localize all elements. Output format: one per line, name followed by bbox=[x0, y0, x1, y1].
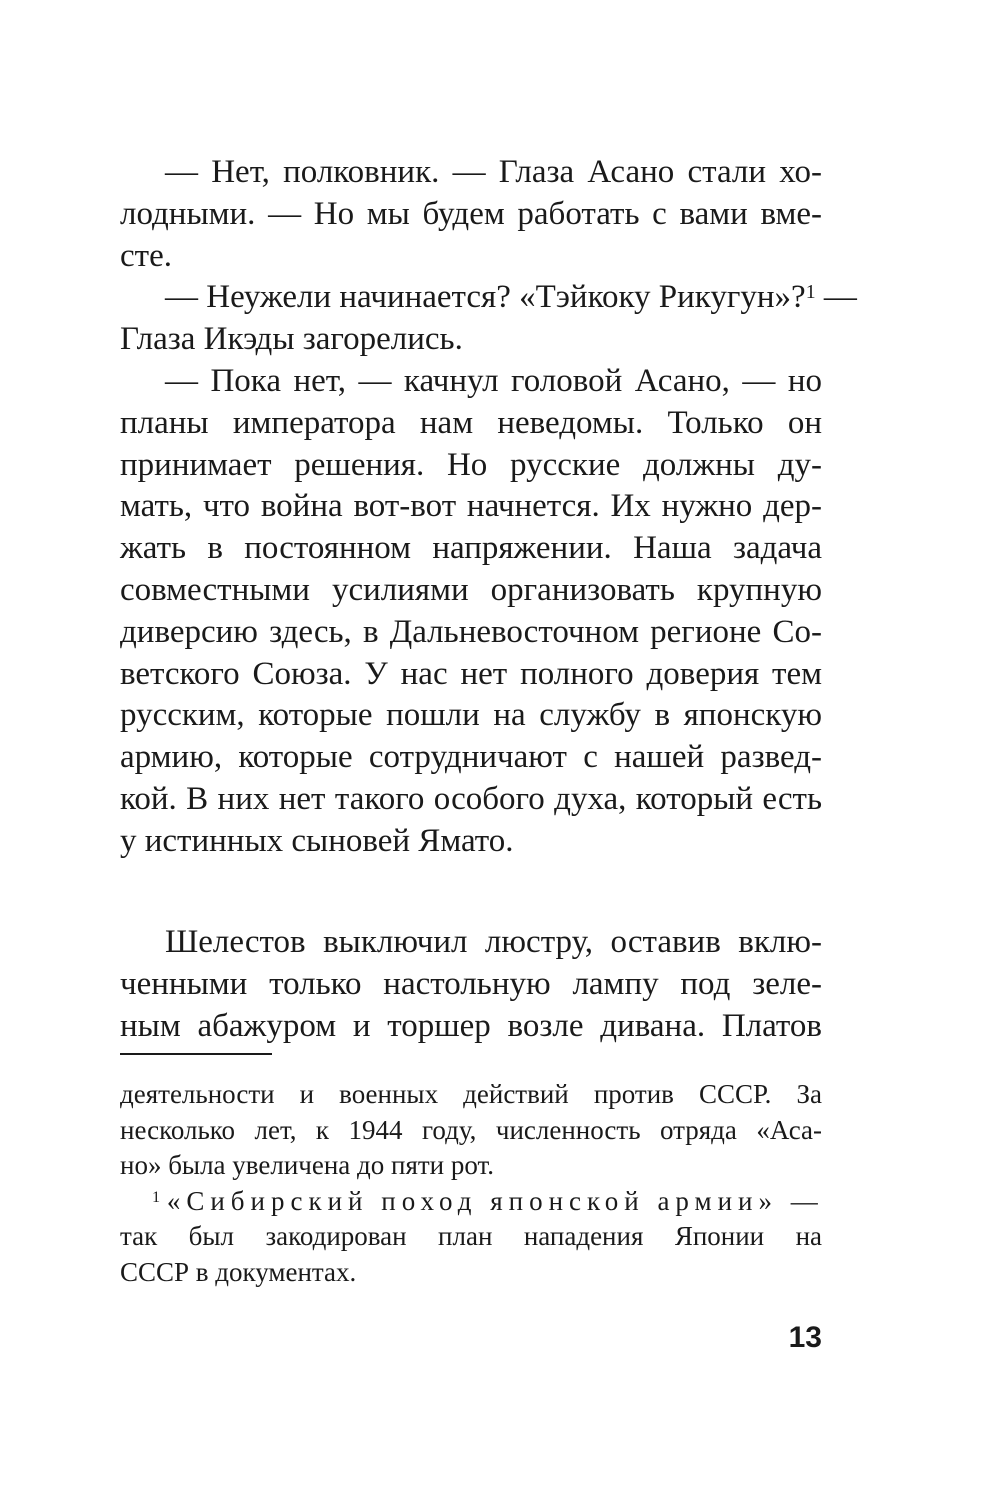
footnote-title: «Сибирский поход японской армии» — bbox=[166, 1185, 824, 1216]
text-line: принимает решения. Но русские должны ду- bbox=[120, 446, 822, 483]
footnote-line bbox=[120, 1184, 822, 1220]
text-fragment: — Неужели начинается? «Тэйкоку Рикугун»? bbox=[165, 279, 806, 316]
text-line-with-footnote-ref bbox=[120, 277, 857, 319]
text-line: сте. bbox=[120, 237, 172, 274]
text-line: — Нет, полковник. — Глаза Асано стали хо- bbox=[165, 154, 822, 190]
footnote-line: несколько лет, к 1944 году, численность отряда «Аса- bbox=[120, 1114, 822, 1145]
page-number: 13 bbox=[788, 1321, 822, 1354]
text-line: жать в постоянном напряжении. Наша задача bbox=[120, 530, 822, 567]
text-line: русским, которые пошли на службу в японскую bbox=[120, 697, 822, 734]
text-line: планы императора нам неведомы. Только он bbox=[120, 404, 822, 441]
text-line: у истинных сыновей Ямато. bbox=[120, 822, 514, 859]
text-line: Шелестов выключил люстру, оставив вклю- bbox=[165, 924, 822, 960]
footnote-line: но» была увеличена до пяти рот. bbox=[120, 1150, 495, 1180]
text-line: лодными. — Но мы будем работать с вами вме- bbox=[120, 195, 822, 232]
footnote-line: деятельности и военных действий против СССР. За bbox=[120, 1079, 822, 1109]
text-line: мать, что война вот-вот начнется. Их нужно дер- bbox=[120, 488, 822, 525]
footnote-reference: 1 bbox=[805, 281, 816, 304]
text-line: ченными только настольную лампу под зеле- bbox=[120, 965, 822, 1002]
footnotes bbox=[120, 1077, 822, 1290]
text-line: — Пока нет, — качнул головой Асано, — но bbox=[165, 362, 822, 399]
second-paragraph bbox=[120, 922, 822, 1047]
text-line: кой. В них нет такого особого духа, который есть bbox=[120, 780, 822, 817]
footnote-marker: 1 bbox=[152, 1188, 161, 1207]
text-line: армию, которые сотрудничают с нашей развед- bbox=[120, 739, 822, 776]
text-line: ветского Союза. У нас нет полного доверия тем bbox=[120, 655, 822, 692]
main-text bbox=[120, 152, 857, 863]
footnote-divider bbox=[120, 1053, 272, 1055]
text-line: совместными усилиями организовать крупную bbox=[120, 571, 822, 608]
text-fragment: — bbox=[815, 279, 857, 316]
footnote-line: СССР в документах. bbox=[120, 1256, 357, 1287]
text-line: Глаза Икэды загорелись. bbox=[120, 321, 463, 358]
text-line: ным абажуром и торшер возле дивана. Платов bbox=[120, 1007, 822, 1044]
text-line: диверсию здесь, в Дальневосточном регионе Со- bbox=[120, 613, 822, 650]
footnote-line: так был закодирован план нападения Японии на bbox=[120, 1221, 822, 1251]
